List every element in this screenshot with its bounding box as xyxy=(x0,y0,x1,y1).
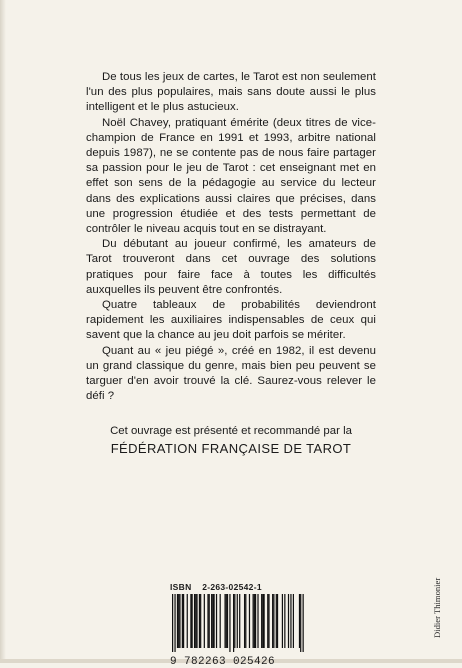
barcode-bar xyxy=(253,594,254,648)
paragraph-audience: Du débutant au joueur confirmé, les amateurs de Tarot trouveront dans cet ouvrage des solutions pratiques pour faire face à toutes les difficultés auxquelles ils peuvent être confrontés. xyxy=(86,238,376,296)
barcode-bar xyxy=(268,594,269,648)
isbn-number: 2-263-02542-1 xyxy=(202,582,262,592)
barcode-bar xyxy=(196,594,197,648)
barcode-bar xyxy=(254,594,255,648)
barcode-bar xyxy=(226,594,227,648)
barcode-bar xyxy=(227,594,228,648)
barcode-bar xyxy=(264,594,265,648)
barcode-digits: 9 782263 025426 xyxy=(170,656,276,668)
barcode-bar xyxy=(234,594,235,648)
barcode-bar xyxy=(192,594,193,648)
barcode-bar xyxy=(262,594,263,648)
barcode-bar xyxy=(293,594,294,648)
barcode-bar xyxy=(200,594,201,648)
barcode-bar xyxy=(277,594,278,648)
endorsement xyxy=(0,423,462,457)
paragraph-probabilities: Quatre tableaux de probabilités deviendront rapidement les auxiliaires indispensables de ceux qui savent que la chance au jeu doit parfois se mériter. xyxy=(86,299,376,342)
barcode-bar xyxy=(255,594,256,648)
barcode-bar xyxy=(211,594,212,648)
barcode-bar xyxy=(220,594,221,648)
barcode-bar xyxy=(190,594,191,648)
barcode-bar xyxy=(257,594,258,648)
barcode-bar xyxy=(174,594,175,652)
barcode-bar xyxy=(199,594,200,648)
barcode-bar xyxy=(239,594,240,648)
barcode-bar xyxy=(282,594,283,648)
paragraph-intro: De tous les jeux de cartes, le Tarot est non seulement l'un des plus populaires, mais sans doute aussi le plus intelligent et le plus astucieux. xyxy=(86,71,376,114)
barcode-bar xyxy=(194,594,195,648)
barcode-bar xyxy=(177,594,178,648)
barcode-bar xyxy=(172,594,173,652)
barcode-bar xyxy=(261,594,262,648)
barcode-bar xyxy=(249,594,250,648)
barcode-bar xyxy=(178,594,179,648)
barcode xyxy=(170,594,308,668)
page-edge xyxy=(0,0,6,663)
isbn-line xyxy=(170,582,322,592)
barcode-bar xyxy=(276,594,277,648)
barcode-bar xyxy=(244,594,245,648)
barcode-bar xyxy=(267,594,268,648)
barcode-bar xyxy=(245,594,246,648)
back-cover-description xyxy=(86,70,376,404)
paragraph-trap-game: Quant au « jeu piégé », créé en 1982, il est devenu un grand classique du genre, mais bien peu peuvent se targuer d'en avoir trouvé la clé. Saurez-vous relever le défi ? xyxy=(86,344,376,403)
barcode-bar xyxy=(204,594,205,648)
barcode-bar xyxy=(272,594,273,648)
photo-credit: Didier Thimonier xyxy=(432,577,442,638)
endorsement-text: Cet ouvrage est présenté et recommandé par la xyxy=(110,425,352,437)
barcode-bar xyxy=(182,594,183,648)
barcode-bar xyxy=(290,594,291,648)
barcode-bar xyxy=(224,594,225,648)
barcode-bar xyxy=(284,594,285,648)
barcode-bar xyxy=(195,594,196,648)
barcode-bar xyxy=(288,594,289,648)
barcode-bar xyxy=(216,594,217,648)
barcode-bar xyxy=(229,594,230,652)
barcode-bar xyxy=(183,594,184,648)
barcode-bar xyxy=(299,594,300,648)
barcode-graphic xyxy=(170,594,308,652)
barcode-bar xyxy=(273,594,274,648)
barcode-bar xyxy=(300,594,301,652)
barcode-bar xyxy=(187,594,188,648)
barcode-bar xyxy=(209,594,210,648)
isbn-label: ISBN xyxy=(170,582,192,592)
barcode-bar xyxy=(213,594,214,648)
barcode-bar xyxy=(179,594,180,648)
barcode-bar xyxy=(233,594,234,652)
barcode-bar xyxy=(212,594,213,648)
federation-name: FÉDÉRATION FRANÇAISE DE TAROT xyxy=(110,441,352,456)
barcode-bar xyxy=(303,594,304,652)
isbn-block xyxy=(162,582,322,668)
barcode-bar xyxy=(207,594,208,648)
barcode-bar xyxy=(237,594,238,648)
paragraph-author: Noël Chavey, pratiquant émérite (deux titres de vice-champion de France en 1991 et 1993, arbitre national depuis 1987), ne se contente pas de nous faire partager sa passion pour le jeu de Tarot : cet enseignant met en effet son sens de la pédagogie au service du lecteur dans des explications aussi claires que précises, dans une progression étudiée et des tests permettant de contrôler le niveau acquis tout en se distrayant. xyxy=(86,116,376,236)
